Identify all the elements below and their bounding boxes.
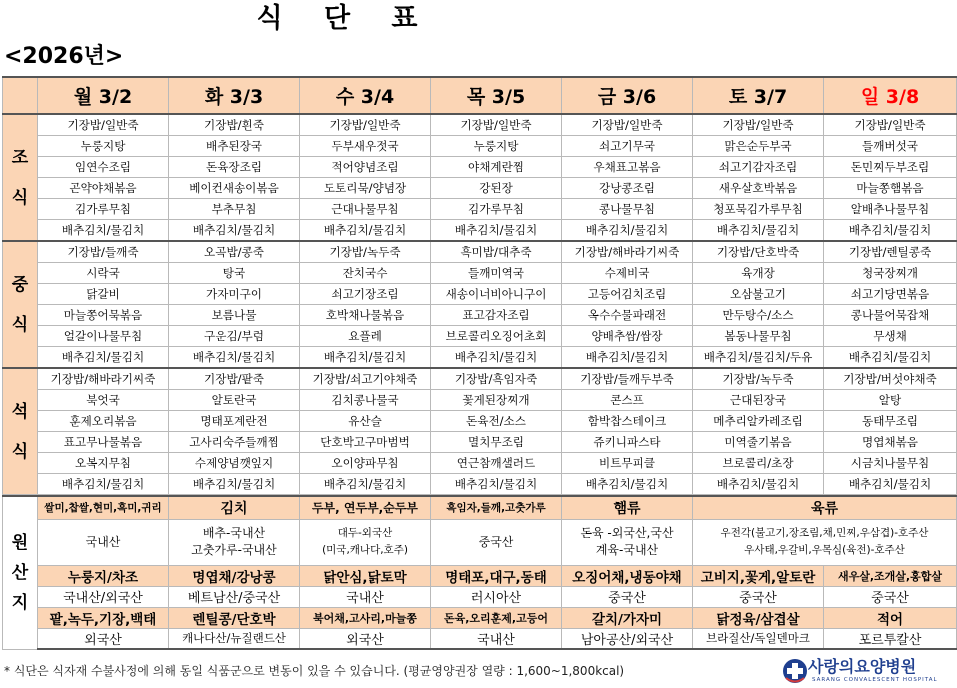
menu-cell: 부추무침 (169, 199, 300, 220)
menu-cell: 동태무조림 (824, 411, 957, 432)
menu-cell: 기장밥/녹두죽 (300, 241, 431, 263)
menu-cell: 배추김치/물김치 (169, 347, 300, 369)
menu-cell: 임연수조림 (38, 157, 169, 178)
meal-section-label: 조 식 (3, 114, 38, 241)
menu-cell: 누룽지탕 (431, 136, 562, 157)
menu-cell: 콩나물어묵잡채 (824, 305, 957, 326)
menu-cell: 기장밥/팥죽 (169, 368, 300, 390)
menu-cell: 새송이너비아니구이 (431, 284, 562, 305)
menu-cell: 도토리묵/양념장 (300, 178, 431, 199)
hospital-logo (782, 656, 954, 686)
menu-cell: 잔치국수 (300, 263, 431, 284)
menu-cell: 메추리알카레조림 (693, 411, 824, 432)
menu-cell: 배추김치/물김치 (38, 347, 169, 369)
menu-cell: 비트무피클 (562, 453, 693, 474)
origin-key: 돈육,오리훈제,고등어 (431, 607, 562, 628)
menu-cell: 닭갈비 (38, 284, 169, 305)
origin-section-label: 원 산 지 (3, 496, 38, 649)
origin-value: 배추-국내산 고춧가루-국내산 (169, 519, 300, 565)
menu-cell: 기장밥/렌틸콩죽 (824, 241, 957, 263)
menu-cell: 근대된장국 (693, 390, 824, 411)
menu-cell: 명엽채볶음 (824, 432, 957, 453)
menu-cell: 돈민찌두부조림 (824, 157, 957, 178)
menu-cell: 배추김치/물김치/두유 (693, 347, 824, 369)
menu-cell: 오이양파무침 (300, 453, 431, 474)
menu-cell: 알토란국 (169, 390, 300, 411)
menu-cell: 배추김치/물김치 (824, 474, 957, 495)
origin-key-row (3, 607, 957, 628)
menu-cell: 오곡밥/콩죽 (169, 241, 300, 263)
menu-cell: 시락국 (38, 263, 169, 284)
menu-cell: 김치콩나물국 (300, 390, 431, 411)
origin-value: 국내산 (300, 586, 431, 607)
origin-key: 명태포,대구,동태 (431, 565, 562, 586)
menu-cell: 기장밥/일반죽 (38, 114, 169, 136)
menu-cell: 배추김치/물김치 (693, 474, 824, 495)
origin-value: 중국산 (824, 586, 957, 607)
menu-cell: 마늘쫑햄볶음 (824, 178, 957, 199)
day-header: 월 3/2 (38, 77, 169, 114)
menu-cell: 배추김치/물김치 (169, 220, 300, 242)
day-header: 토 3/7 (693, 77, 824, 114)
menu-cell: 기장밥/일반죽 (693, 114, 824, 136)
origin-key: 닭안심,닭토막 (300, 565, 431, 586)
menu-cell: 기장밥/흰죽 (169, 114, 300, 136)
menu-cell: 기장밥/버섯야채죽 (824, 368, 957, 390)
meal-row (3, 178, 957, 199)
origin-value-row (3, 586, 957, 607)
menu-cell: 훈제오리볶음 (38, 411, 169, 432)
menu-cell: 기장밥/일반죽 (824, 114, 957, 136)
meal-row (3, 432, 957, 453)
meal-row (3, 263, 957, 284)
menu-cell: 배추김치/물김치 (562, 474, 693, 495)
menu-cell: 쇠고기장조림 (300, 284, 431, 305)
menu-cell: 배추김치/물김치 (562, 347, 693, 369)
menu-cell: 수제양념깻잎지 (169, 453, 300, 474)
menu-cell: 두부새우젓국 (300, 136, 431, 157)
menu-cell: 명태포계란전 (169, 411, 300, 432)
menu-cell: 들깨버섯국 (824, 136, 957, 157)
menu-cell: 배추김치/물김치 (431, 220, 562, 242)
origin-value: 캐나다산/뉴질랜드산 (169, 628, 300, 649)
menu-cell: 배추김치/물김치 (431, 474, 562, 495)
menu-cell: 유산슬 (300, 411, 431, 432)
menu-cell: 브로콜리/초장 (693, 453, 824, 474)
origin-value: 중국산 (431, 519, 562, 565)
origin-value: 대두-외국산 (미국,캐나다,호주) (300, 519, 431, 565)
day-header-sunday: 일 3/8 (824, 77, 957, 114)
origin-key: 명엽채/강낭콩 (169, 565, 300, 586)
origin-value: 외국산 (300, 628, 431, 649)
menu-cell: 청국장찌개 (824, 263, 957, 284)
menu-cell: 연근참깨샐러드 (431, 453, 562, 474)
origin-table (2, 495, 957, 650)
hospital-name: 사랑의요양병원 (808, 657, 917, 676)
hospital-subtitle: SARANG CONVALESCENT HOSPITAL (812, 677, 938, 683)
menu-cell: 배추김치/물김치 (38, 220, 169, 242)
origin-key: 닭정육/삼겹살 (693, 607, 824, 628)
origin-value: 중국산 (693, 586, 824, 607)
menu-cell: 기장밥/일반죽 (300, 114, 431, 136)
menu-cell: 꽃게된장찌개 (431, 390, 562, 411)
origin-key: 오징어채,냉동야채 (562, 565, 693, 586)
menu-cell: 맑은순두부국 (693, 136, 824, 157)
meal-section-label: 중 식 (3, 241, 38, 368)
menu-cell: 무생채 (824, 326, 957, 347)
menu-cell: 배추김치/물김치 (169, 474, 300, 495)
menu-cell: 새우살호박볶음 (693, 178, 824, 199)
menu-cell: 고사리숙주들깨찜 (169, 432, 300, 453)
origin-value: 외국산 (38, 628, 169, 649)
origin-value: 국내산 (431, 628, 562, 649)
menu-cell: 기장밥/들깨두부죽 (562, 368, 693, 390)
menu-cell: 미역줄기볶음 (693, 432, 824, 453)
origin-value: 우전각(불고기,장조림,채,민찌,우삼겹)-호주산 우사태,우갈비,우목심(육전)-호주산 (693, 519, 957, 565)
meal-row (3, 390, 957, 411)
menu-cell: 시금치나물무침 (824, 453, 957, 474)
meal-row (3, 220, 957, 242)
menu-cell: 배추된장국 (169, 136, 300, 157)
menu-cell: 우채표고볶음 (562, 157, 693, 178)
origin-value: 러시아산 (431, 586, 562, 607)
meal-section-label: 석 식 (3, 368, 38, 495)
notice-text: * 식단은 식자재 수불사정에 의해 동일 식품군으로 변동이 있을 수 있습니다. (평균영양권장 열량 : 1,600~1,800kcal) (4, 664, 625, 678)
origin-value: 중국산 (562, 586, 693, 607)
menu-cell: 브로콜리오징어초회 (431, 326, 562, 347)
menu-cell: 보름나물 (169, 305, 300, 326)
menu-cell: 콘스프 (562, 390, 693, 411)
menu-cell: 표고감자조림 (431, 305, 562, 326)
meal-row (3, 474, 957, 495)
origin-value: 돈육 -외국산,국산 계육-국내산 (562, 519, 693, 565)
origin-value-row (3, 519, 957, 565)
menu-cell: 기장밥/해바라기씨죽 (562, 241, 693, 263)
header-corner (3, 77, 38, 114)
menu-cell: 근대나물무침 (300, 199, 431, 220)
origin-key: 팥,녹두,기장,백태 (38, 607, 169, 628)
origin-value-row (3, 628, 957, 649)
day-header: 목 3/5 (431, 77, 562, 114)
menu-cell: 김가루무침 (431, 199, 562, 220)
page-title: 식 단 표 (256, 3, 434, 34)
menu-cell: 기장밥/일반죽 (431, 114, 562, 136)
menu-cell: 배추김치/물김치 (562, 220, 693, 242)
menu-cell: 배추김치/물김치 (300, 347, 431, 369)
menu-cell: 멸치무조림 (431, 432, 562, 453)
menu-cell: 알탕 (824, 390, 957, 411)
origin-key: 두부, 연두부,순두부 (300, 496, 431, 519)
meal-row (3, 136, 957, 157)
origin-key: 누룽지/차조 (38, 565, 169, 586)
menu-cell: 곤약야채볶음 (38, 178, 169, 199)
meal-row (3, 453, 957, 474)
menu-cell: 적어양념조림 (300, 157, 431, 178)
cross-icon (782, 658, 808, 684)
menu-cell: 들깨미역국 (431, 263, 562, 284)
meal-row (3, 411, 957, 432)
menu-table (2, 76, 957, 495)
menu-cell: 배추김치/물김치 (38, 474, 169, 495)
menu-cell: 쇠고기무국 (562, 136, 693, 157)
menu-cell: 함박찹스테이크 (562, 411, 693, 432)
menu-cell: 얼갈이나물무침 (38, 326, 169, 347)
menu-cell: 배추김치/물김치 (693, 220, 824, 242)
menu-cell: 배추김치/물김치 (824, 347, 957, 369)
menu-cell: 호박채나물볶음 (300, 305, 431, 326)
menu-cell: 기장밥/단호박죽 (693, 241, 824, 263)
origin-key: 적어 (824, 607, 957, 628)
origin-value: 남아공산/외국산 (562, 628, 693, 649)
menu-cell: 단호박고구마범벅 (300, 432, 431, 453)
menu-cell: 베이컨새송이볶음 (169, 178, 300, 199)
origin-key: 고비지,꽃게,알토란 (693, 565, 824, 586)
meal-row (3, 368, 957, 390)
origin-value: 베트남산/중국산 (169, 586, 300, 607)
menu-cell: 옥수수물파래전 (562, 305, 693, 326)
menu-cell: 돈육장조림 (169, 157, 300, 178)
meal-row (3, 157, 957, 178)
menu-cell: 마늘쫑어묵볶음 (38, 305, 169, 326)
menu-cell: 가자미구이 (169, 284, 300, 305)
menu-cell: 고등어김치조림 (562, 284, 693, 305)
menu-cell: 야채계란찜 (431, 157, 562, 178)
menu-cell: 기장밥/녹두죽 (693, 368, 824, 390)
menu-cell: 배추김치/물김치 (431, 347, 562, 369)
meal-row (3, 326, 957, 347)
menu-cell: 돈육전/소스 (431, 411, 562, 432)
menu-cell: 기장밥/들깨죽 (38, 241, 169, 263)
day-header: 금 3/6 (562, 77, 693, 114)
menu-cell: 만두탕수/소스 (693, 305, 824, 326)
day-header: 화 3/3 (169, 77, 300, 114)
menu-cell: 배추김치/물김치 (300, 474, 431, 495)
meal-row (3, 347, 957, 369)
menu-cell: 기장밥/일반죽 (562, 114, 693, 136)
menu-cell: 콩나물무침 (562, 199, 693, 220)
origin-key: 흑임자,들깨,고춧가루 (431, 496, 562, 519)
origin-key: 새우살,조개살,홍합살 (824, 565, 957, 586)
year-label: <2026년> (4, 44, 124, 69)
origin-key-row (3, 496, 957, 519)
menu-cell: 수제비국 (562, 263, 693, 284)
day-header: 수 3/4 (300, 77, 431, 114)
menu-cell: 강낭콩조림 (562, 178, 693, 199)
meal-row (3, 241, 957, 263)
menu-cell: 알배추나물무침 (824, 199, 957, 220)
origin-key-row (3, 565, 957, 586)
menu-cell: 구운김/부럼 (169, 326, 300, 347)
menu-cell: 기장밥/쇠고기야채죽 (300, 368, 431, 390)
menu-cell: 누룽지탕 (38, 136, 169, 157)
menu-cell: 흑미밥/대추죽 (431, 241, 562, 263)
origin-key: 육류 (693, 496, 957, 519)
origin-value: 국내산 (38, 519, 169, 565)
origin-key: 쌀미,찹쌀,현미,흑미,귀리 (38, 496, 169, 519)
menu-cell: 기장밥/흑임자죽 (431, 368, 562, 390)
day-header-row (3, 77, 957, 114)
menu-cell: 쇠고기당면볶음 (824, 284, 957, 305)
menu-cell: 오삼불고기 (693, 284, 824, 305)
menu-cell: 기장밥/해바라기씨죽 (38, 368, 169, 390)
menu-cell: 봄동나물무침 (693, 326, 824, 347)
menu-cell: 오복지무침 (38, 453, 169, 474)
menu-cell: 표고무나물볶음 (38, 432, 169, 453)
meal-row (3, 199, 957, 220)
origin-value: 국내산/외국산 (38, 586, 169, 607)
origin-key: 햄류 (562, 496, 693, 519)
origin-key: 갈치/가자미 (562, 607, 693, 628)
origin-key: 북어채,고사리,마늘쫑 (300, 607, 431, 628)
menu-cell: 배추김치/물김치 (824, 220, 957, 242)
meal-row (3, 284, 957, 305)
origin-key: 렌틸콩/단호박 (169, 607, 300, 628)
menu-cell: 강된장 (431, 178, 562, 199)
menu-cell: 청포묵김가루무침 (693, 199, 824, 220)
origin-key: 김치 (169, 496, 300, 519)
menu-cell: 김가루무침 (38, 199, 169, 220)
menu-cell: 쇠고기감자조림 (693, 157, 824, 178)
origin-value: 포르투칼산 (824, 628, 957, 649)
menu-cell: 양배추쌈/쌈장 (562, 326, 693, 347)
meal-row (3, 305, 957, 326)
menu-cell: 탕국 (169, 263, 300, 284)
meal-row (3, 114, 957, 136)
menu-cell: 요플레 (300, 326, 431, 347)
menu-cell: 육개장 (693, 263, 824, 284)
menu-cell: 쥬키니파스타 (562, 432, 693, 453)
menu-cell: 배추김치/물김치 (300, 220, 431, 242)
origin-value: 브라질산/독일덴마크 (693, 628, 824, 649)
menu-cell: 북엇국 (38, 390, 169, 411)
